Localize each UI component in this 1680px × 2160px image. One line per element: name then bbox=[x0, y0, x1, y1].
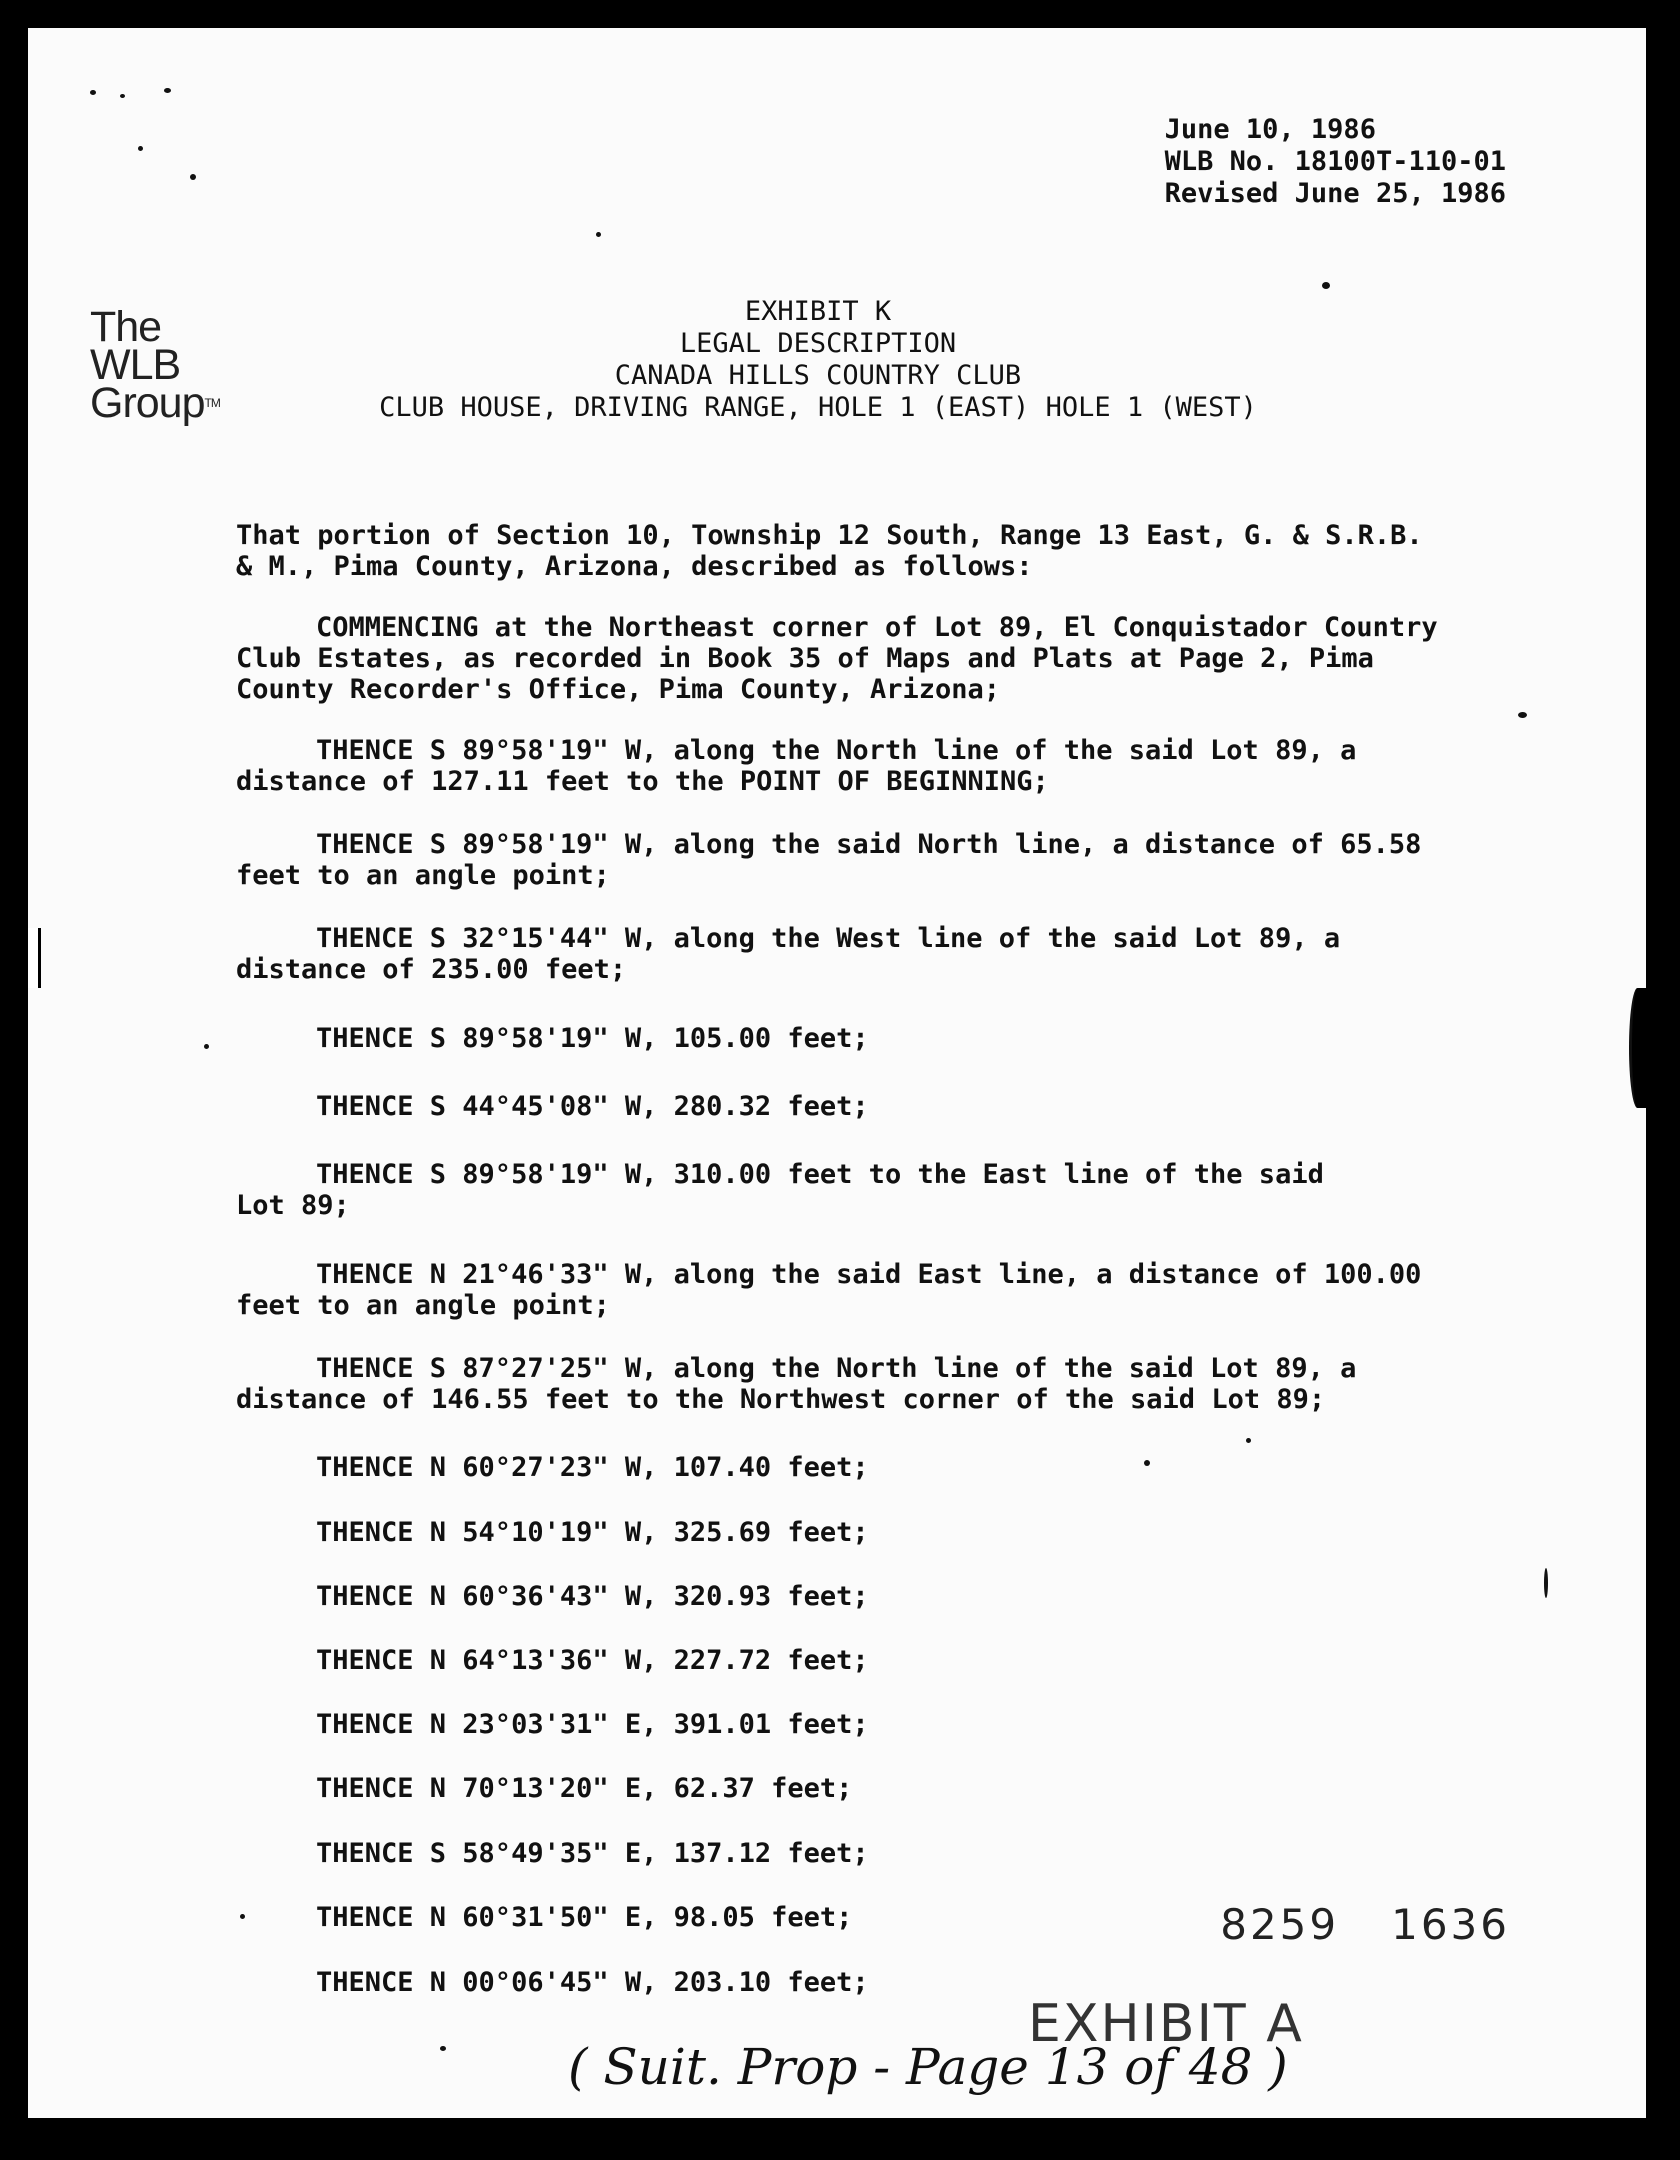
logo-line: WLB bbox=[90, 341, 181, 389]
revised-date: Revised June 25, 1986 bbox=[1164, 178, 1506, 209]
intro-paragraph: That portion of Section 10, Township 12 South, Range 13 East, G. & S.R.B. & M., Pima County, Arizona, described as follows: bbox=[236, 520, 1423, 582]
wlb-group-logo bbox=[90, 303, 220, 427]
scan-edge-left bbox=[28, 928, 41, 988]
scan-speck bbox=[1144, 1460, 1150, 1466]
property-name: CANADA HILLS COUNTRY CLUB bbox=[614, 360, 1022, 391]
bearing-call: THENCE N 60°31'50" E, 98.05 feet; bbox=[316, 1902, 853, 1933]
bearing-call: THENCE S 89°58'19" W, along the said North line, a distance of 65.58 feet to an angle point; bbox=[236, 829, 1422, 891]
document-date: June 10, 1986 bbox=[1164, 114, 1376, 145]
scan-speck bbox=[190, 174, 196, 180]
docket-number: 8259 bbox=[1220, 1900, 1340, 1949]
exhibit-stamp: EXHIBIT A bbox=[1028, 1994, 1304, 2054]
bearing-call: THENCE N 00°06'45" W, 203.10 feet; bbox=[316, 1967, 869, 1998]
scan-speck bbox=[1322, 282, 1330, 289]
bearing-call: THENCE N 54°10'19" W, 325.69 feet; bbox=[316, 1517, 869, 1548]
logo-trademark: TM bbox=[204, 396, 220, 410]
exhibit-title: EXHIBIT K bbox=[744, 296, 892, 327]
scan-speck bbox=[440, 2046, 446, 2051]
scan-speck bbox=[1518, 712, 1527, 718]
property-parcels: CLUB HOUSE, DRIVING RANGE, HOLE 1 (EAST) HOLE 1 (WEST) bbox=[379, 392, 1257, 423]
bearing-call: THENCE S 44°45'08" W, 280.32 feet; bbox=[316, 1091, 869, 1122]
bearing-call: THENCE N 23°03'31" E, 391.01 feet; bbox=[316, 1709, 869, 1740]
scan-speck bbox=[138, 146, 143, 151]
bearing-call: THENCE S 89°58'19" W, 310.00 feet to the East line of the said Lot 89; bbox=[236, 1159, 1324, 1221]
bearing-call: THENCE N 21°46'33" W, along the said East line, a distance of 100.00 feet to an angle point; bbox=[236, 1259, 1422, 1321]
exhibit-title-block bbox=[328, 296, 1308, 424]
bearing-call: THENCE S 89°58'19" W, 105.00 feet; bbox=[316, 1023, 869, 1054]
scan-speck bbox=[1246, 1438, 1251, 1443]
bearing-call: THENCE S 89°58'19" W, along the North line of the said Lot 89, a distance of 127.11 feet to the POINT OF BEGINNING; bbox=[236, 735, 1357, 797]
document-reference-block bbox=[1165, 114, 1506, 210]
docket-page: 1636 bbox=[1391, 1900, 1510, 1949]
bearing-call: THENCE N 70°13'20" E, 62.37 feet; bbox=[316, 1773, 853, 1804]
bearing-call: THENCE N 64°13'36" W, 227.72 feet; bbox=[316, 1645, 869, 1676]
scan-speck bbox=[204, 1044, 209, 1049]
legal-description-body bbox=[236, 520, 1476, 1415]
scan-edge-right bbox=[1629, 988, 1646, 1108]
scan-speck bbox=[120, 94, 125, 98]
bearing-call: THENCE N 60°36'43" W, 320.93 feet; bbox=[316, 1581, 869, 1612]
bearing-call: THENCE S 58°49'35" E, 137.12 feet; bbox=[316, 1838, 869, 1869]
bearing-call: THENCE S 32°15'44" W, along the West line of the said Lot 89, a distance of 235.00 feet; bbox=[236, 923, 1341, 985]
scan-speck bbox=[240, 1914, 245, 1919]
commencing-paragraph: COMMENCING at the Northeast corner of Lot 89, El Conquistador Country Club Estates, as recorded in Book 35 of Maps and Plats at Page 2, Pima County Recorder's Office, Pima County, Arizona; bbox=[236, 612, 1438, 705]
recording-number bbox=[1220, 1900, 1510, 1949]
logo-line: The bbox=[90, 303, 162, 351]
logo-line: Group bbox=[90, 379, 205, 427]
scan-speck bbox=[164, 88, 171, 93]
scan-speck bbox=[90, 90, 96, 95]
scan-speck bbox=[596, 232, 601, 237]
scan-speck bbox=[1544, 1568, 1548, 1598]
document-type: LEGAL DESCRIPTION bbox=[679, 328, 957, 359]
wlb-number: WLB No. 18100T-110-01 bbox=[1164, 146, 1506, 177]
document-page bbox=[28, 28, 1646, 2118]
bearing-call: THENCE S 87°27'25" W, along the North line of the said Lot 89, a distance of 146.55 feet to the Northwest corner of the said Lot 89; bbox=[236, 1353, 1357, 1415]
handwritten-page-note: ( Suit. Prop - Page 13 of 48 ) bbox=[568, 2038, 1288, 2096]
bearing-call: THENCE N 60°27'23" W, 107.40 feet; bbox=[316, 1452, 869, 1483]
